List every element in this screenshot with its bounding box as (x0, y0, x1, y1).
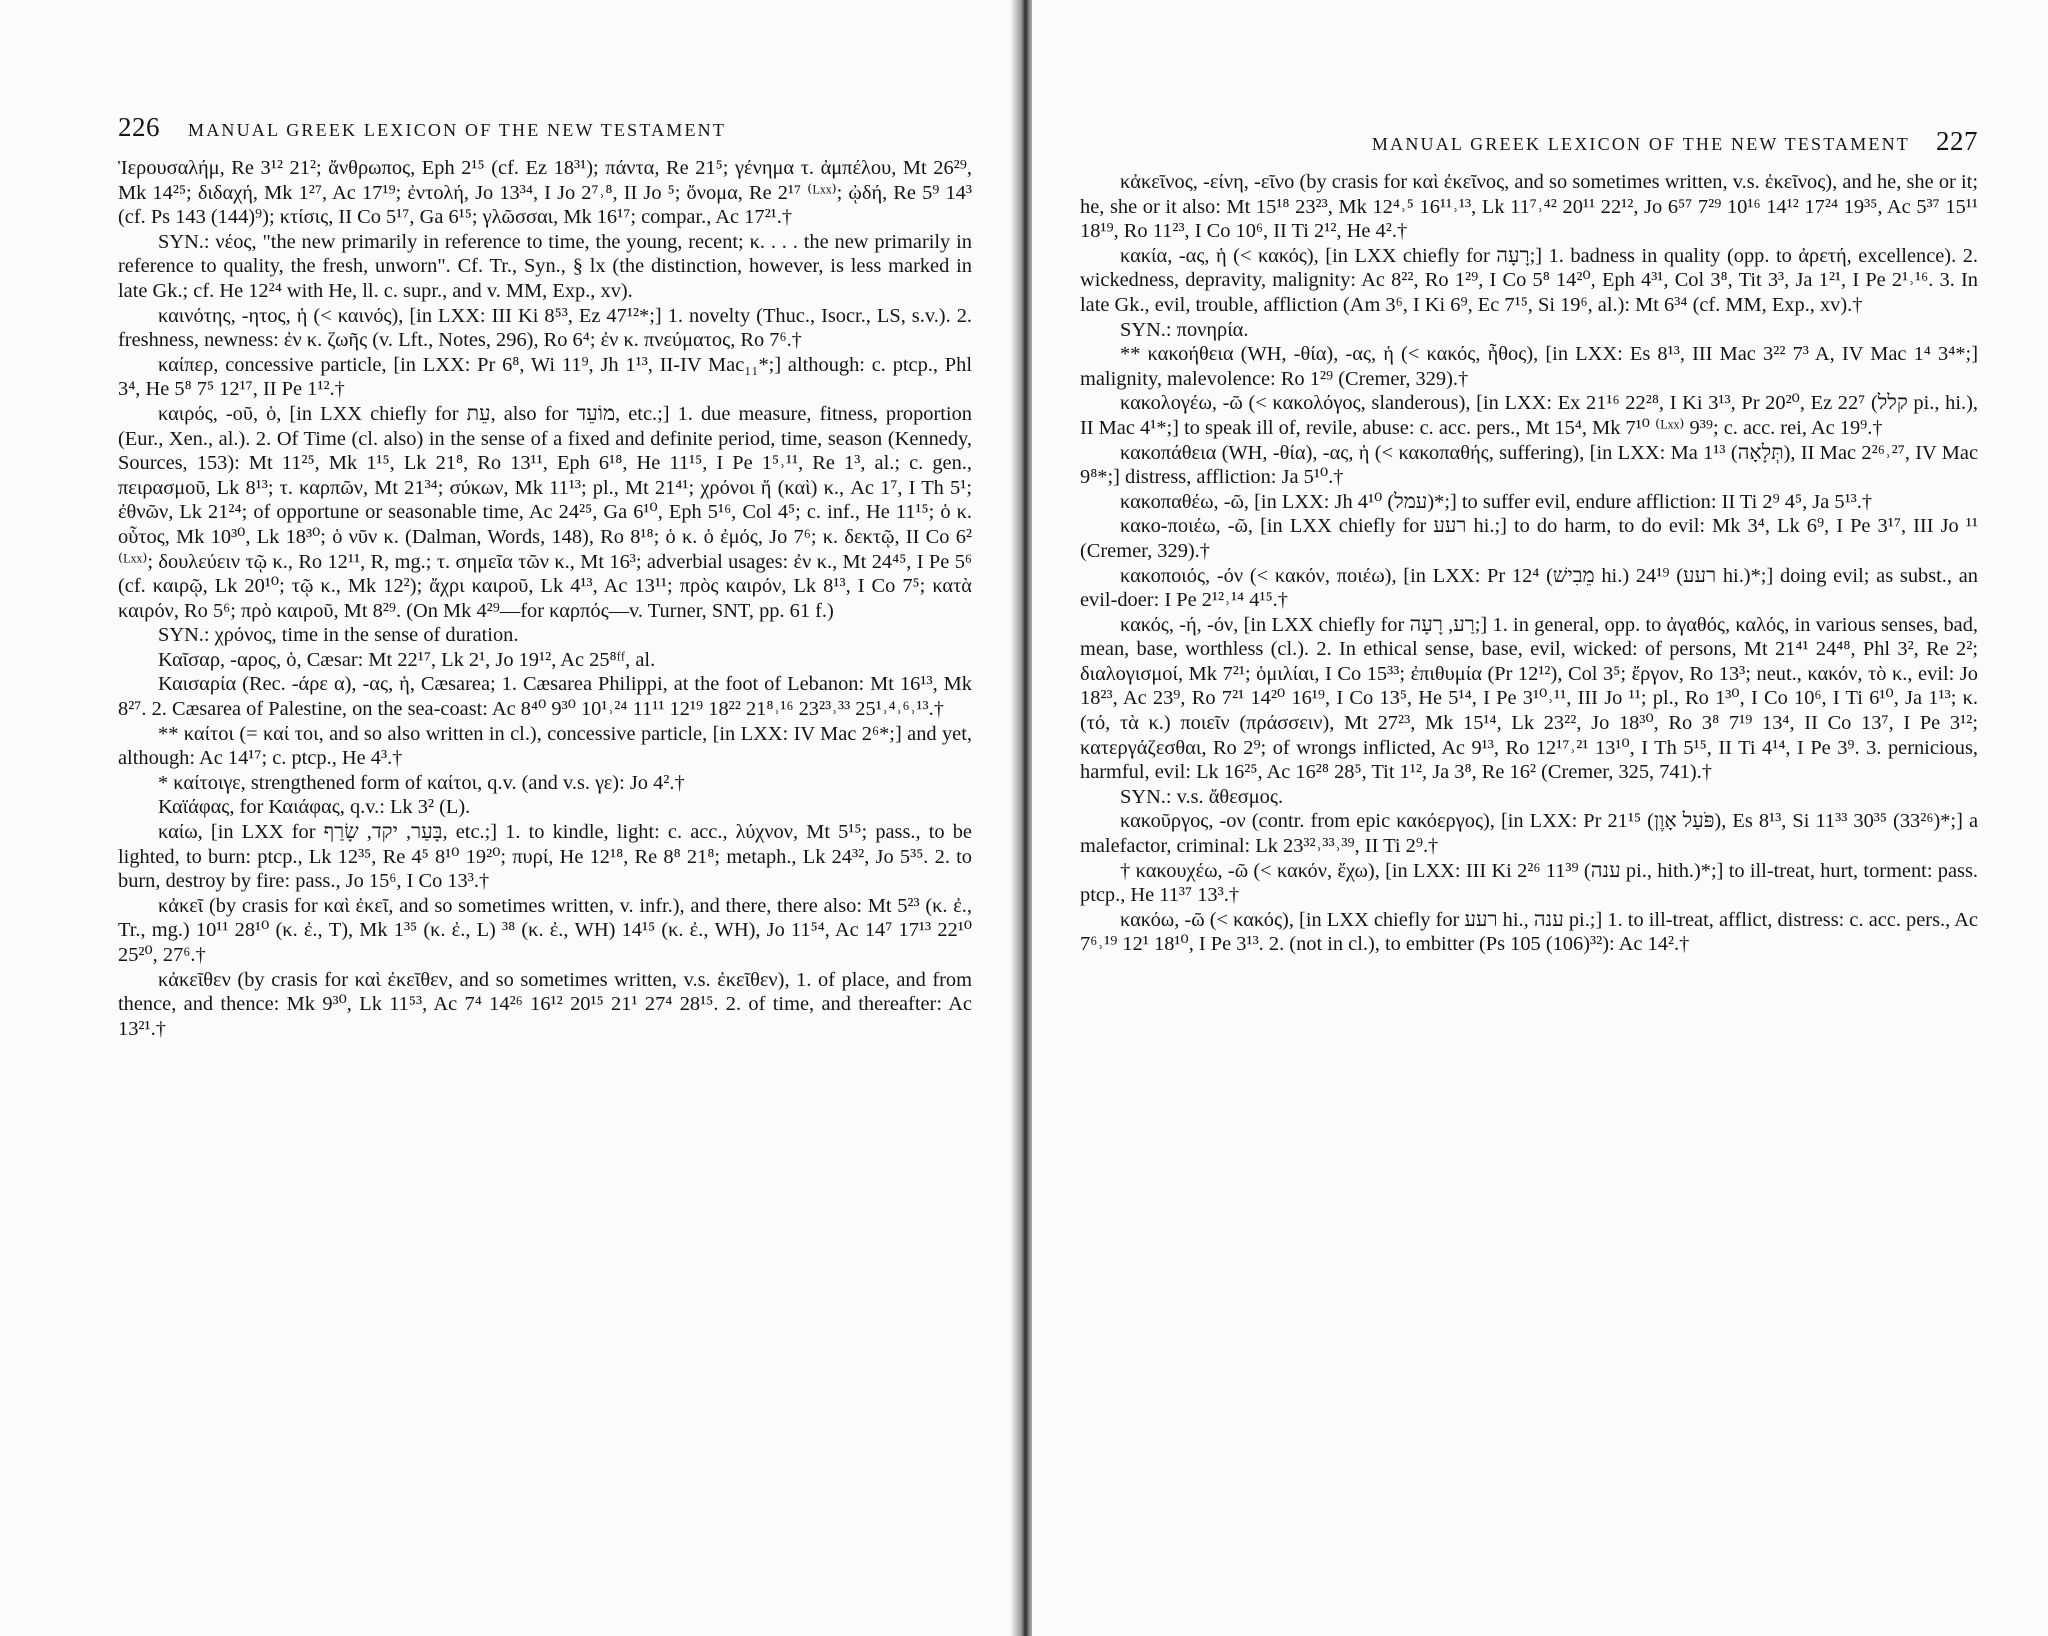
lexicon-entry: καινότης, -ητος, ἡ (< καινός), [in LXX: III Ki 8⁵³, Ez 47¹²*;] 1. novelty (Thuc., Isocr., LS, s.v.). 2. freshness, newness: ἐν κ. ζωῆς (v. Lft., Notes, 296), Ro 6⁴; ἐν κ. πνεύματος, Ro 7⁶.† (118, 304, 972, 352)
lexicon-entry: κακο-ποιέω, -ῶ, [in LXX chiefly for רעע hi.;] to do harm, to do evil: Mk 3⁴, Lk 6⁹, I Pe 3¹⁷, III Jo ¹¹ (Cremer, 329).† (1080, 515, 1978, 562)
synonym-note: SYN.: v.s. ἄθεσμος. (1120, 785, 1284, 808)
lexicon-entry: † κακουχέω, -ῶ (< κακόν, ἔχω), [in LXX: III Ki 2²⁶ 11³⁹ (ענה pi., hith.)*;] to ill-treat, hurt, torment: pass. ptcp., He 11³⁷ 13³.† (1080, 859, 1978, 907)
left-page (0, 0, 1016, 1636)
lexicon-entry: κακολογέω, -ῶ (< κακολόγος, slanderous), [in LXX: Ex 21¹⁶ 22²⁸, I Ki 3¹³, Pr 20²⁰, Ez 22⁷ (קלל pi., hi.), II Mac 4¹*;] to speak ill of, revile, abuse: c. acc. pers., Mt 15⁴, Mk 7¹⁰ ⁽ᴸˣˣ⁾ 9³⁹; c. acc. rei, Ac 19⁹.† (1080, 392, 1978, 439)
lexicon-entry: * καίτοιγε, strengthened form of καίτοι, q.v. (and v.s. γε): Jo 4².† (158, 771, 685, 794)
lexicon-entry: κακία, -ας, ἡ (< κακός), [in LXX chiefly for רָעָה;] 1. badness in quality (opp. to ἀρετή, excellence). 2. wickedness, depravity, malignity: Ac 8²², Ro 1²⁹, I Co 5⁸ 14²⁰, Eph 4³¹, Col 3⁸, Tit 3³, Ja 1²¹, I Pe 2¹˒¹⁶. 3. In late Gk., evil, trouble, affliction (Am 3⁶, I Ki 6⁹, Ec 7¹⁵, Si 19⁶, al.): Mt 6³⁴ (cf. MM, Exp., xv).† (1080, 244, 1978, 316)
lexicon-entry: κακός, -ή, -όν, [in LXX chiefly for רַע, רָעָה;] 1. in general, opp. to ἀγαθός, καλός, in various senses, bad, mean, base, worthless (cl.). 2. In ethical sense, base, evil, wicked: of persons, Mt 21⁴¹ 24⁴⁸, Phl 3², Re 2²; διαλογισμοί, Mk 7²¹; ὁμιλίαι, I Co 15³³; ἐπιθυμία (Pr 12¹²), Col 3⁵; ἔργον, Ro 13³; neut., κακόν, τὸ κ., evil: Jo 18²³, Ac 23⁹, Ro 7²¹ 14²⁰ 16¹⁹, I Co 13⁵, He 5¹⁴, I Pe 3¹⁰˒¹¹, III Jo ¹¹; pl., Ro 1³⁰, I Co 10⁶, I Ti 6¹⁰, Ja 1¹³; κ. (τό, τὰ κ.) ποιεῖν (πράσσειν), Mt 27²³, Mk 15¹⁴, Lk 23²², Jo 18³⁰, Ro 3⁸ 7¹⁹ 13⁴, II Co 13⁷, I Pe 3¹²; κατεργάζεσθαι, Ro 2⁹; of wrongs inflicted, Ac 9¹³, Ro 12¹⁷˒²¹ 13¹⁰, I Th 5¹⁵, II Ti 4¹⁴, I Pe 3⁹. 3. pernicious, harmful, evil: Lk 16²⁵, Ac 16²⁸ 28⁵, Tit 1¹², Ja 3⁸, Re 16² (Cremer, 325, 741).† (1080, 613, 1978, 784)
lexicon-entry: Καϊάφας, for Καιάφας, q.v.: Lk 3² (L). (158, 796, 471, 819)
lexicon-entry: κἀκεῖθεν (by crasis for καὶ ἐκεῖθεν, and so sometimes written, v.s. ἐκεῖθεν), 1. of place, and from thence, and thence: Mk 9³⁰, Lk 11⁵³, Ac 7⁴ 14²⁶ 16¹² 20¹⁵ 21¹ 27⁴ 28¹⁵. 2. of time, and thereafter: Ac 13²¹.† (118, 968, 972, 1040)
running-head: MANUAL GREEK LEXICON OF THE NEW TESTAMENT (188, 120, 727, 140)
lexicon-entry: κακόω, -ῶ (< κακός), [in LXX chiefly for רעע hi., ענה pi.;] 1. to ill-treat, afflict, distress: c. acc. pers., Ac 7⁶˒¹⁹ 12¹ 18¹⁰, I Pe 3¹³. 2. (not in cl.), to embitter (Ps 105 (106)³²): Ac 14².† (1080, 908, 1978, 956)
lexicon-entry: κἀκεῖνος, -είνη, -εῖνο (by crasis for καὶ ἐκεῖνος, and so sometimes written, v.s. ἐκεῖνος), and he, she or it; he, she or it also: Mt 15¹⁸ 23²³, Mk 12⁴˒⁵ 16¹¹˒¹³, Lk 11⁷˒⁴² 20¹¹ 22¹², Jo 6⁵⁷ 7²⁹ 10¹⁶ 14¹² 17²⁴ 19³⁵, Ac 5³⁷ 15¹¹ 18¹⁹, Ro 11²³, I Co 10⁶, II Ti 2¹², He 4².† (1080, 171, 1978, 243)
lexicon-entry: κακοποιός, -όν (< κακόν, ποιέω), [in LXX: Pr 12⁴ (מֵבִישׁ hi.) 24¹⁹ (רעע hi.)*;] doing evil; as subst., an evil-doer: I Pe 2¹²˒¹⁴ 4¹⁵.† (1080, 564, 1978, 612)
left-page-header (118, 112, 972, 148)
lexicon-entry: Καισαρία (Rec. -άρε α), -ας, ἡ, Cæsarea; 1. Cæsarea Philippi, at the foot of Lebanon: Mt 16¹³, Mk 8²⁷. 2. Cæsarea of Palestine, on the sea-coast: Ac 8⁴⁰ 9³⁰ 10¹˒²⁴ 11¹¹ 12¹⁹ 18²² 21⁸˒¹⁶ 23²³˒³³ 25¹˒⁴˒⁶˒¹³.† (118, 673, 972, 721)
page-number: 227 (1936, 126, 1978, 156)
lexicon-entry: καίπερ, concessive particle, [in LXX: Pr 6⁸, Wi 11⁹, Jh 1¹³, II-IV Mac₁₁*;] although: c. ptcp., Phl 3⁴, He 5⁸ 7⁵ 12¹⁷, II Pe 1¹².† (118, 353, 972, 401)
right-page-body (1080, 170, 1978, 957)
running-head: MANUAL GREEK LEXICON OF THE NEW TESTAMENT (1371, 134, 1910, 154)
lexicon-entry: καίω, [in LXX for בָּעַר, יקד, שָׂרַף, etc.;] 1. to kindle, light: c. acc., λύχνον, Mt 5¹⁵; pass., to be lighted, to burn: ptcp., Lk 12³⁵, Re 4⁵ 8¹⁰ 19²⁰; πυρί, He 12¹⁸, Re 8⁸ 21⁸; metaph., Lk 24³², Jo 5³⁵. 2. to burn, destroy by fire: pass., Jo 15⁶, I Co 13³.† (118, 821, 972, 893)
lexicon-entry: κἀκεῖ (by crasis for καὶ ἐκεῖ, and so sometimes written, v. infr.), and there, there also: Mt 5²³ (κ. ἐ., Tr., mg.) 10¹¹ 28¹⁰ (κ. ἐ., T), Mk 1³⁵ (κ. ἐ., L) ³⁸ (κ. ἐ., WH) 14¹⁵ (κ. ἐ., WH), Jo 11⁵⁴, Ac 14⁷ 17¹³ 22¹⁰ 25²⁰, 27⁶.† (118, 894, 972, 966)
synonym-note: SYN.: πονηρία. (1120, 318, 1249, 341)
lexicon-entry: Καῖσαρ, -αρος, ὁ, Cæsar: Mt 22¹⁷, Lk 2¹, Jo 19¹², Ac 25⁸ᶠᶠ, al. (158, 648, 656, 671)
lexicon-entry: κακοπάθεια (WH, -θία), -ας, ἡ (< κακοπαθής, suffering), [in LXX: Ma 1¹³ (תְּלָאָה), II Mac 2²⁶˒²⁷, IV Mac 9⁸*;] distress, affliction: Ja 5¹⁰.† (1080, 441, 1978, 489)
lexicon-entry: κακοπαθέω, -ῶ, [in LXX: Jh 4¹⁰ (עמל)*;] to suffer evil, endure affliction: II Ti 2⁹ 4⁵, Ja 5¹³.† (1120, 490, 1873, 513)
page-number: 226 (118, 112, 160, 142)
lexicon-entry: ** καίτοι (= καί τοι, and so also written in cl.), concessive particle, [in LXX: IV Mac 2⁶*;] and yet, although: Ac 14¹⁷; c. ptcp., He 4³.† (118, 722, 972, 770)
lexicon-entry: ** κακοήθεια (WH, -θία), -ας, ἡ (< κακός, ἦθος), [in LXX: Es 8¹³, III Mac 3²² 7³ A, IV Mac 1⁴ 3⁴*;] malignity, malevolence: Ro 1²⁹ (Cremer, 329).† (1080, 343, 1978, 390)
lexicon-entry: Ἱερουσαλήμ, Re 3¹² 21²; ἄνθρωπος, Eph 2¹⁵ (cf. Ez 18³¹); πάντα, Re 21⁵; γένημα τ. ἀμπέλου, Mt 26²⁹, Mk 14²⁵; διδαχή, Mk 1²⁷, Ac 17¹⁹; ἐντολή, Jo 13³⁴, I Jo 2⁷˒⁸, II Jo ⁵; ὄνομα, Re 2¹⁷ ⁽ᴸˣˣ⁾; ᾠδή, Re 5⁹ 14³ (cf. Ps 143 (144)⁹); κτίσις, II Co 5¹⁷, Ga 6¹⁵; γλῶσσαι, Mk 16¹⁷; compar., Ac 17²¹.† (118, 157, 972, 229)
lexicon-entry: καιρός, -οῦ, ὁ, [in LXX chiefly for עֵת, also for מוֹעֵד, etc.;] 1. due measure, fitness, proportion (Eur., Xen., al.). 2. Of Time (cl. also) in the sense of a fixed and definite period, time, season (Kennedy, Sources, 153): Mt 11²⁵, Mk 1¹⁵, Lk 21⁸, Ro 13¹¹, Eph 6¹⁸, He 11¹⁵, I Pe 1⁵˒¹¹, Re 1³, al.; c. gen., πειρασμοῦ, Lk 8¹³; τ. καρπῶν, Mt 21³⁴; σύκων, Mk 11¹³; pl., Mt 21⁴¹; χρόνοι ἤ (καὶ) κ., Ac 1⁷, I Th 5¹; ἐθνῶν, Lk 21²⁴; of opportune or seasonable time, Ac 24²⁵, Ga 6¹⁰, Eph 5¹⁶, Col 4⁵; c. inf., He 11¹⁵; ὁ κ. οὗτος, Mk 10³⁰, Lk 18³⁰; ὁ νῦν κ. (Dalman, Words, 148), Ro 8¹⁸; ὁ κ. ὁ ἐμός, Jo 7⁶; κ. δεκτῷ, II Co 6² ⁽ᴸˣˣ⁾; δουλεύειν τῷ κ., Ro 12¹¹, R, mg.; τ. σημεῖα τῶν κ., Mt 16³; adverbial usages: ἐν κ., Mt 24⁴⁵, I Pe 5⁶ (cf. καιρῷ, Lk 20¹⁰; τῷ κ., Mk 12²); ἄχρι καιροῦ, Lk 4¹³, Ac 13¹¹; πρὸς καιρόν, Lk 8¹³, I Co 7⁵; κατὰ καιρόν, Ro 5⁶; πρὸ καιροῦ, Mt 8²⁹. (On Mk 4²⁹—for καρπός—v. Turner, SNT, pp. 61 f.) (118, 402, 972, 622)
right-page-header (1080, 126, 1978, 162)
lexicon-entry: κακοῦργος, -ον (contr. from epic κακόεργος), [in LXX: Pr 21¹⁵ (פֹּעַל אָוֶן), Es 8¹³, Si 11³³ 30³⁵ (33²⁶)*;] a malefactor, criminal: Lk 23³²˒³³˒³⁹, II Ti 2⁹.† (1080, 810, 1978, 858)
right-page (1032, 0, 2048, 1636)
synonym-note: SYN.: νέος, "the new primarily in reference to time, the young, recent; κ. . . . the new primarily in reference to quality, the fresh, unworn". Cf. Tr., Syn., § lx (the distinction, however, is less marked in late Gk.; cf. He 12²⁴ with He, ll. c. supr., and v. MM, Exp., xv). (118, 230, 972, 302)
synonym-note: SYN.: χρόνος, time in the sense of duration. (158, 624, 519, 647)
left-page-body (118, 156, 972, 1041)
